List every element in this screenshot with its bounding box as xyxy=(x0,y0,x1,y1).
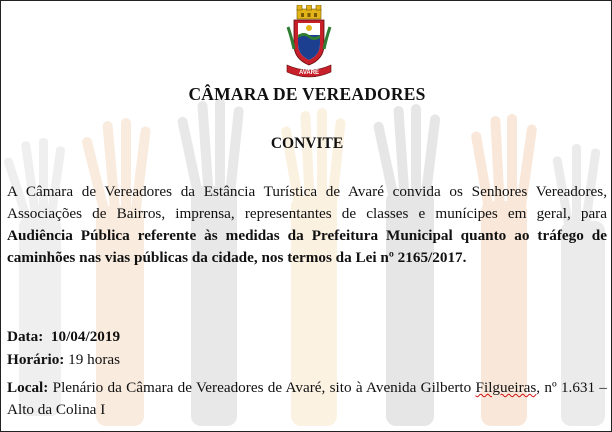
time-row xyxy=(7,349,607,371)
place-row xyxy=(7,377,607,421)
place-label: Local: xyxy=(7,379,49,396)
invitation-highlight: Audiência Pública referente às medidas da Prefeitura Municipal quanto ao tráfego de caminhões nas vias públicas da cidade, nos termos da Lei nº 2165/2017. xyxy=(7,227,607,266)
date-value: 10/04/2019 xyxy=(50,328,121,345)
invitation-intro: A Câmara de Vereadores da Estância Turística de Avaré convida os Senhores Vereadores, Associações de Bairros, imprensa, representantes de classes e munícipes em geral, para xyxy=(7,183,607,222)
place-value-part-2: , nº 1.631 – Alto da Colina I xyxy=(7,379,608,418)
invitation-heading: CONVITE xyxy=(270,135,344,152)
city-crest-emblem xyxy=(284,5,334,81)
time-value: 19 horas xyxy=(68,351,121,368)
date-label: Data: xyxy=(7,328,44,345)
crest-ribbon-text: AVARÉ xyxy=(298,70,320,76)
invitation-paragraph xyxy=(7,181,607,269)
place-value-spellcheck-word: Filgueiras xyxy=(475,379,537,396)
page-title: CÂMARA DE VEREADORES xyxy=(188,84,426,104)
time-label: Horário: xyxy=(7,351,65,368)
place-value-part-1: Plenário da Câmara de Vereadores de Avaré, sito à Avenida Gilberto xyxy=(52,379,476,396)
date-row xyxy=(7,326,607,348)
